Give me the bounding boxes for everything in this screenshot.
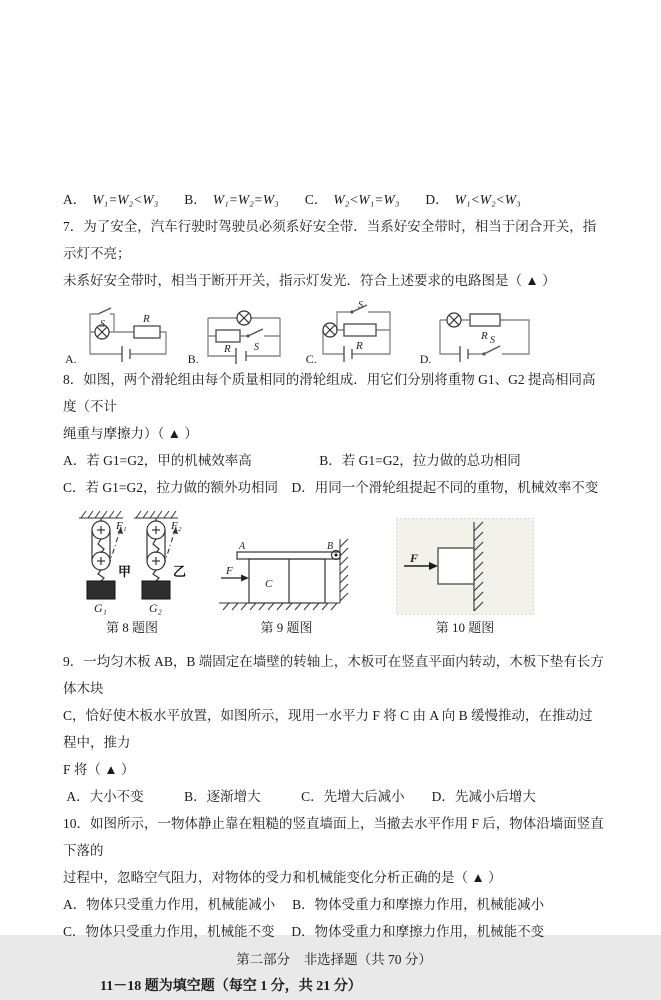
- block-wall-figure: [396, 518, 534, 615]
- fig9-f-label: F: [226, 565, 233, 577]
- q9-options-line: A．大小不变 B．逐渐增大 C．先增大后减小 D．先减小后增大: [63, 789, 536, 804]
- circuit-b-label: B.: [187, 352, 199, 366]
- fig8-yi-label: 乙: [173, 564, 187, 579]
- q6-options-line: [63, 186, 605, 213]
- fig9-c-label: C: [265, 578, 273, 590]
- circuit-d-resistor-label: R: [481, 330, 489, 342]
- q6-option-d-label: D．: [425, 192, 449, 207]
- q6-option-a-formula: W₁=W₂<W₃: [92, 192, 159, 207]
- q8-options-line2: C．若 G1=G2，拉力做的额外功相同 D．用同一个滑轮组提起不同的重物，机械效率不变: [63, 480, 599, 495]
- circuit-b-switch-label: S: [253, 342, 259, 353]
- fig9-a-label: A: [239, 541, 246, 552]
- q7-text-line2: 未系好安全带时，相当于断开开关，指示灯发光．符合上述要求的电路图是（ ▲ ）: [63, 273, 556, 288]
- pulley-systems-figure: [73, 509, 191, 615]
- q10-text-line2: 过程中，忽略空气阻力，对物体的受力和机械能变化分析正确的是（ ▲ ）: [63, 870, 502, 885]
- circuit-b-diagram: [200, 306, 288, 366]
- q7-text-line1: 7．为了安全，汽车行驶时驾驶员必须系好安全带．当系好安全带时，相当于闭合开关，指示灯不亮；: [63, 219, 597, 261]
- fig10-f-label: F: [410, 551, 419, 565]
- circuit-d-label: D.: [419, 352, 432, 366]
- circuit-c-resistor-label: R: [355, 340, 363, 352]
- circuit-d-diagram: [432, 306, 536, 366]
- q8-text-line2: 绳重与摩擦力）（ ▲ ）: [63, 426, 198, 441]
- circuit-a-diagram: [78, 302, 174, 366]
- q6-option-c-formula: W₂<W₁=W₃: [333, 192, 400, 207]
- q6-option-b-label: B．: [184, 192, 207, 207]
- circuit-option-d: [420, 306, 537, 366]
- circuit-a-resistor-label: R: [142, 313, 150, 325]
- circuit-option-c: [306, 298, 404, 366]
- circuit-c-diagram: [318, 298, 404, 366]
- q10-options-line2: C．物体只受重力作用，机械能不变 D．物体受重力和摩擦力作用，机械能不变: [63, 924, 545, 939]
- q8-options-line1: A．若 G1=G2，甲的机械效率高 B．若 G1=G2，拉力做的总功相同: [63, 453, 521, 468]
- figures-row: [63, 509, 605, 638]
- fig9-caption: 第 9 题图: [260, 620, 313, 635]
- circuit-a-label: A.: [65, 352, 77, 366]
- fig10-caption: 第 10 题图: [435, 620, 495, 635]
- circuit-b-resistor-label: R: [223, 343, 231, 355]
- circuit-d-switch-label: S: [490, 335, 496, 346]
- fig8-g2-label: G₂: [149, 601, 162, 615]
- fig8-f2-label: F₂: [171, 520, 182, 532]
- fig8-g1-label: G₁: [94, 601, 107, 615]
- figure-9: [219, 537, 354, 638]
- q9-text-line3: F 将（ ▲ ）: [63, 762, 135, 777]
- figure-8: [73, 509, 191, 638]
- part2-subheading: 11－18 题为填空题（每空 1 分，共 21 分）: [100, 979, 362, 994]
- q9-text-line2: C，恰好使木板水平放置，如图所示，现用一水平力 F 将 C 由 A 向 B 缓慢推动，在推动过程中，推力: [63, 708, 593, 750]
- plank-block-figure: [219, 537, 354, 615]
- fig9-b-label: B: [327, 541, 334, 552]
- q9-text-line1: 9．一均匀木板 AB，B 端固定在墙壁的转轴上，木板可在竖直平面内转动，木板下垫有长方体木块: [63, 654, 604, 696]
- fig8-f1-label: F₁: [116, 520, 127, 532]
- q10-text-line1: 10．如图所示，一物体静止靠在粗糙的竖直墙面上，当撤去水平作用 F 后，物体沿墙面竖直下落的: [63, 816, 604, 858]
- q10-options-line1: A．物体只受重力作用，机械能减小 B．物体受重力和摩擦力作用，机械能减小: [63, 897, 545, 912]
- q7-circuit-row: [63, 296, 605, 366]
- fig8-caption: 第 8 题图: [105, 620, 158, 635]
- circuit-c-switch-label: S: [357, 300, 363, 311]
- q6-option-b-formula: W₁=W₂=W₃: [212, 192, 279, 207]
- part2-heading: 第二部分 非选择题（共 70 分）: [236, 952, 432, 967]
- q6-option-c-label: C．: [304, 192, 328, 207]
- q6-option-d-formula: W₁<W₂<W₃: [454, 192, 521, 207]
- figure-10: [396, 518, 534, 638]
- circuit-c-label: C.: [305, 352, 317, 366]
- q6-option-a-label: A．: [63, 192, 87, 207]
- fig8-jia-label: 甲: [118, 564, 132, 579]
- circuit-option-a: [65, 302, 174, 366]
- q8-text-line1: 8．如图，两个滑轮组由每个质量相同的滑轮组成．用它们分别将重物 G1、G2 提高相同高度（不计: [63, 372, 596, 414]
- circuit-a-switch-label: S: [99, 319, 105, 330]
- circuit-option-b: [188, 306, 288, 366]
